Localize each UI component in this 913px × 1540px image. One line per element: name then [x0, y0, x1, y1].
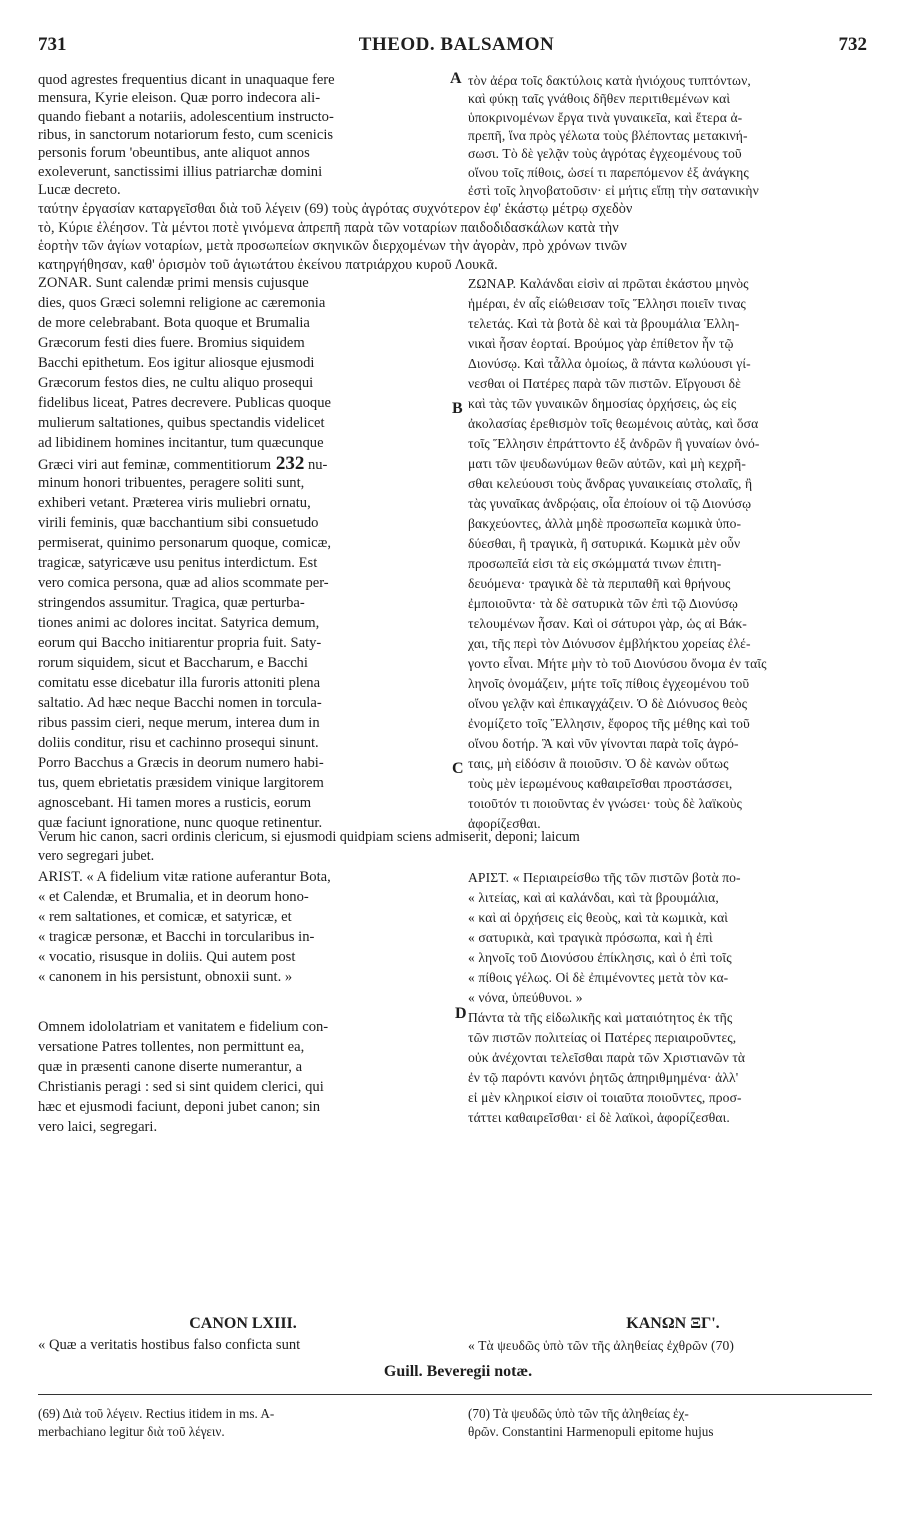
greek-wide-line: ἑορτὴν τῶν ἁγίων νοταρίων, μετὰ προσωπείων σκηνικῶν διερχομένων τὴν ἀγορὰν, πρὸ χρόνων τινῶν	[38, 238, 627, 255]
latin-arist-line: versatione Patres tollentes, non permittunt ea,	[38, 1039, 305, 1055]
greek-zonar-line: ταις, μὴ εἰδόσιν ἃ ποιοῦσιν. Ὁ δὲ κανὼν οὕτως	[468, 756, 729, 771]
latin-arist-line: « canonem in his persistunt, obnoxii sunt. »	[38, 969, 293, 985]
greek-zonar-line: ἡμέραι, ἐν αἷς εἰώθεισαν τοῖς Ἕλλησι ποιεῖν τινας	[468, 296, 746, 311]
latin-top-line: exoleverunt, sanctissimi illius patriarchæ domini	[38, 163, 323, 180]
notes-divider	[38, 1394, 872, 1395]
greek-zonar-line: δύεσθαι, ἢ τραγικὰ, ἢ σατυρικά. Κωμικὰ μὲν οὖν	[468, 536, 741, 551]
latin-zonar-line: saltatio. Ad hæc neque Bacchi nomen in torcula-	[38, 695, 322, 711]
greek-zonar-line: οἴνου γελᾷν καὶ ἐπικαγχάζειν. Ὁ δὲ Διόνυσος θεὸς	[468, 696, 748, 711]
latin-zonar-line: ad libidinem homines incitantur, tum quæcunque	[38, 435, 324, 451]
latin-zonar-line: tiones animi ac dolores incitat. Satyrica demum,	[38, 615, 320, 631]
page-number-left: 731	[38, 34, 67, 55]
greek-zonar-line: ληνοῖς ὀνομάζειν, μήτε τοῖς πίθοις ἐγχεομένου τοῦ	[468, 676, 750, 691]
latin-zonar-line: stringendos assumitur. Tragica, quæ perturba-	[38, 595, 305, 611]
greek-zonar-line: ΖΩΝΑΡ. Καλάνδαι εἰσὶν αἱ πρῶται ἑκάστου μηνὸς	[468, 276, 749, 291]
greek-zonar-line: νικαὶ ἦσαν ἑορταί. Βρούμος γὰρ ἐπίθετον ἦν τῷ	[468, 336, 734, 351]
greek-top-line: καὶ φύκῃ ταῖς γνάθοις δῆθεν περιτιθεμένων καὶ	[468, 91, 731, 107]
greek-zonar-line: γοντο εἶναι. Μήτε μὴν τὸ τοῦ Διονύσου ὄνομα ἐν ταῖς	[468, 656, 767, 671]
greek-arist-line: τάττει καθαιρεῖσθαι· εἰ δὲ λαϊκοὶ, ἀφορίζεσθαι.	[468, 1110, 730, 1125]
greek-arist-line: « καὶ αἱ ὀρχήσεις εἰς θεοὺς, καὶ τὰ κωμικὰ, καὶ	[468, 910, 729, 925]
greek-zonar-line: βακχεύοντες, ἀλλὰ μηδὲ προσωπεῖα κωμικὰ ὑπο-	[468, 516, 742, 531]
latin-zonar-line: Græci viri aut feminæ, commentitiorum 232 nu-	[38, 454, 328, 473]
greek-arist-line: ΑΡΙΣΤ. « Περιαιρείσθω τῆς τῶν πιστῶν βοτὰ πο-	[468, 870, 741, 885]
greek-zonar-line: οἴνου δοτήρ. Ἃ καὶ νῦν γίνονται παρὰ τοῖς ἀγρό-	[468, 736, 739, 751]
note-left-line: merbachiano legitur διὰ τοῦ λέγειν.	[38, 1424, 225, 1439]
greek-zonar-line: χαι, τῆς περὶ τὸν Διόνυσον ἐμβλήκτου χορείας ἐλέ-	[468, 636, 751, 651]
section-marker-a: A	[450, 70, 462, 87]
column-number-suffix: nu-	[304, 457, 328, 473]
section-marker-d: D	[455, 1005, 467, 1022]
latin-top-line: quod agrestes frequentius dicant in unaquaque fere	[38, 72, 335, 88]
latin-zonar-line: virili feminis, quæ bacchantium sibi consuetudo	[38, 515, 319, 531]
greek-zonar-line: τελουμένων ἦσαν. Καὶ οἱ σάτυροι γὰρ, ὡς αἱ Βάκ-	[468, 616, 747, 631]
greek-arist-line: « πίθοις γέλως. Οἱ δὲ ἐπιμένοντες μετὰ τὸν κα-	[468, 970, 729, 985]
latin-zonar-line: comitatu esse dicebatur illa furoris attoniti plena	[38, 675, 321, 691]
note-right-line: (70) Τὰ ψευδῶς ὑπὸ τῶν τῆς ἀληθείας ἐχ-	[468, 1406, 689, 1421]
latin-top-line: mensura, Kyrie eleison. Quæ porro indecora ali-	[38, 90, 321, 107]
latin-wide-line: Verum hic canon, sacri ordinis clericum, si ejusmodi quidpiam sciens admiserit, deponi; laicum	[38, 829, 580, 845]
latin-zonar-line: ZONAR. Sunt calendæ primi mensis cujusque	[38, 275, 309, 291]
section-marker-c: C	[452, 760, 464, 777]
latin-arist-line: « vocatio, risusque in doliis. Qui autem post	[38, 949, 296, 965]
greek-arist-line: « νόνα, ὑπεύθυνοι. »	[468, 990, 583, 1005]
greek-zonar-line: σθαι κελεύουσι τοὺς ἄνδρας γυναικείαις στολαῖς, ἢ	[468, 476, 753, 491]
latin-top-line: quando fiebant a notariis, adolescentium instructo-	[38, 108, 334, 125]
note-right-line: θρῶν. Constantini Harmenopuli epitome hujus	[468, 1424, 714, 1439]
latin-zonar-line: exhiberi vetant. Præterea viris muliebri ornatu,	[38, 495, 311, 511]
latin-top-line: ribus, in sanctorum notariorum festo, cum scenicis	[38, 126, 334, 143]
latin-arist-line: « rem saltationes, et comicæ, et satyricæ, et	[38, 909, 292, 925]
greek-zonar-line: καὶ τὰς τῶν γυναικῶν δημοσίας ὀρχήσεις, ὡς εἰς	[468, 396, 737, 411]
latin-arist-line: Omnem idololatriam et vanitatem e fidelium con-	[38, 1019, 329, 1035]
latin-zonar-line: vero comica persona, quæ ad alios scommate per-	[38, 575, 329, 591]
greek-arist-line: τῶν πιστῶν πολιτείας οἱ Πατέρες περιαιροῦντες,	[468, 1030, 737, 1045]
greek-arist-line: « σατυρικὰ, καὶ τραγικὰ πρόσωπα, καὶ ἡ ἐπὶ	[468, 930, 713, 945]
latin-zonar-line: fidelibus liceat, Patres decrevere. Publicas quoque	[38, 395, 331, 411]
latin-arist-line: Christianis peragi : sed si sint quidem clerici, qui	[38, 1079, 324, 1095]
greek-zonar-line: νεσθαι οἱ Πατέρες παρὰ τῶν πιστῶν. Εἴργουσι δὲ	[468, 376, 741, 391]
latin-arist-line: hæc et ejusmodi faciunt, deponi jubet canon; sin	[38, 1099, 321, 1115]
notes-title: Guill. Beveregii notæ.	[383, 1363, 533, 1380]
greek-zonar-line: Διονύσῳ. Καὶ τἆλλα ὁμοίως, ἃ πάντα κωλύουσι γί-	[468, 356, 751, 371]
latin-wide-line: vero segregari jubet.	[38, 848, 155, 864]
latin-top-line: Lucæ decreto.	[38, 181, 121, 198]
latin-zonar-line: Porro Bacchus a Græcis in deorum numero habi-	[38, 755, 324, 771]
latin-arist-line: vero laici, segregari.	[38, 1119, 158, 1135]
greek-zonar-line: τοῖς Ἕλλησιν ἐπράττοντο ἐξ ἀνδρῶν ἢ γυναίων ὀνό-	[468, 436, 760, 451]
latin-zonar-line: Græcorum festos dies, ne cultu aliquo prosequi	[38, 375, 314, 391]
greek-wide-line: κατηργήθησαν, καθ' ὁρισμὸν τοῦ ἁγιωτάτου ἐκείνου πατριάρχου κυροῦ Λουκᾶ.	[38, 256, 498, 273]
greek-top-line: ἐστὶ τοῖς ληνοβατοῦσιν· εἰ μήτις εἴπῃ τὴν σατανικὴν	[468, 182, 759, 198]
greek-arist-line: « ληνοῖς τοῦ Διονύσου ἐπίκλησις, καὶ ὁ ἐπὶ τοῖς	[468, 950, 732, 965]
greek-wide-line: ταύτην ἐργασίαν καταργεῖσθαι διὰ τοῦ λέγειν (69) τοὺς ἀγρότας συχνότερον ἐφ' ἑκάστῳ μέτρῳ σχεδὸν	[38, 201, 633, 217]
greek-top-line: πρεπῆ, ἵνα πρὸς γέλωτα τοὺς βλέποντας μετακινή-	[468, 127, 748, 143]
greek-zonar-line: ἀφορίζεσθαι.	[468, 816, 541, 831]
latin-arist-line: « et Calendæ, et Brumalia, et in deorum hono-	[38, 889, 309, 905]
greek-zonar-line: τελετάς. Καὶ τὰ βοτὰ δὲ καὶ τὰ βρουμάλια Ἑλλη-	[468, 316, 740, 331]
greek-zonar-line: ἀκολασίας ἐρεθισμὸν τοῖς θεωμένοις αὐτὰς, καὶ ὅσα	[468, 416, 759, 431]
latin-zonar-line: rorum siquidem, sicut et Baccharum, e Bacchi	[38, 655, 308, 671]
greek-zonar-line: ἐνομίζετο τοῖς Ἕλλησιν, ἔφορος τῆς μέθης καὶ τοῦ	[468, 716, 750, 731]
latin-zonar-line: mulierum saltationes, quibus spectandis videlicet	[38, 415, 325, 431]
greek-top-line: ὑποκρινομένων ἔργα τινὰ γυναικεῖα, καὶ ἕτερα ἀ-	[468, 109, 743, 125]
canon-title-greek: ΚΑΝΩΝ ΞΓ'.	[626, 1315, 720, 1332]
greek-arist-line: οὐκ ἀνέχονται τελεῖσθαι παρὰ τῶν Χριστιανῶν τὰ	[468, 1050, 746, 1065]
latin-zonar-line: tus, quem ebrietatis præsidem vinique largitorem	[38, 775, 324, 791]
greek-zonar-line: τοὺς μὲν ἱερωμένους καθαιρεῖσθαι προστάσσει,	[468, 776, 733, 791]
column-number: 232	[271, 454, 305, 473]
canon-text-greek: « Τὰ ψευδῶς ὑπὸ τῶν τῆς ἀληθείας ἐχθρῶν (70)	[468, 1338, 735, 1353]
greek-arist-line: « λιτείας, καὶ αἱ καλάνδαι, καὶ τὰ βρουμάλια,	[468, 890, 719, 905]
latin-zonar-line: Græcorum festi dies fuere. Bromius siquidem	[38, 335, 305, 351]
canon-title-latin: CANON LXIII.	[189, 1315, 297, 1332]
greek-zonar-line: δευόμενα· τραγικὰ δὲ τὰ περιπαθῆ καὶ θρήνους	[468, 576, 731, 591]
section-marker-b: B	[452, 400, 463, 417]
latin-zonar-line: eorum qui Baccho initiarentur propria fuit. Saty-	[38, 635, 322, 651]
greek-arist-line: Πάντα τὰ τῆς εἰδωλικῆς καὶ ματαιότητος ἐκ τῆς	[468, 1010, 733, 1025]
greek-arist-line: ἐν τῷ παρόντι κανόνι ῥητῶς ἀπηριθμημένα· ἀλλ'	[468, 1070, 739, 1085]
latin-zonar-line: tragicæ, satyricæve usu penitus interdictum. Est	[38, 555, 318, 571]
greek-zonar-line: ἐμποιοῦντα· τὰ δὲ σατυρικὰ τῶν ἐπὶ τῷ Διονύσῳ	[468, 596, 738, 611]
latin-arist-line: quæ in præsenti canone diserte numerantur, a	[38, 1059, 303, 1075]
greek-zonar-line: ματι τῶν ψευδωνύμων θεῶν αὐτῶν, καὶ μὴ κεχρῆ-	[468, 456, 746, 471]
greek-wide-line: τὸ, Κύριε ἐλέησον. Τὰ μέντοι ποτὲ γινόμενα ἀπρεπῆ παρὰ τῶν νοταρίων παιδοδιδασκάλων κατὰ τὴν	[38, 219, 619, 236]
latin-top-line: personis forum 'obeuntibus, ante aliquot annos	[38, 145, 310, 162]
greek-top-line: οἴνου τοῖς πίθοις, ὡσεί τι παρεπόμενον ἐξ ἀνάγκης	[468, 164, 749, 180]
canon-text-latin: « Quæ a veritatis hostibus falso conficta sunt	[38, 1337, 301, 1353]
greek-zonar-line: τὰς γυναῖκας ἀνδρῴαις, οἷα ἐποίουν οἱ τῷ Διονύσῳ	[468, 496, 752, 511]
latin-zonar-line: doliis conditur, risu et cachinno prosequi sinunt.	[38, 735, 319, 751]
page-number-right: 732	[838, 34, 867, 55]
latin-zonar-line: minum honori tribuentes, peragere soliti sunt,	[38, 475, 305, 491]
greek-arist-line: εἰ μὲν κληρικοί εἰσιν οἱ τοιαῦτα ποιοῦντες, προσ-	[468, 1090, 742, 1105]
latin-zonar-line: ribus passim cieri, neque merum, interea dum in	[38, 715, 320, 731]
greek-zonar-line: τοιοῦτόν τι ποιοῦντας ἐν γνώσει· τοὺς δὲ λαϊκοὺς	[468, 796, 743, 811]
running-title: THEOD. BALSAMON	[358, 34, 555, 55]
greek-zonar-line: προσωπεῖά εἰσι τὰ εἰς σκώμματά τινων ἐπιτη-	[468, 556, 722, 571]
greek-top-line: τὸν ἀέρα τοῖς δακτύλοις κατὰ ἡνιόχους τυπτόντων,	[468, 73, 751, 88]
latin-zonar-line: agnoscebant. Hi tamen mores a rusticis, eorum	[38, 795, 312, 811]
latin-arist-line: « tragicæ personæ, et Bacchi in torcularibus in-	[38, 929, 315, 945]
latin-zonar-line: de more celebrabant. Bota quoque et Brumalia	[38, 315, 310, 331]
latin-zonar-line: dies, quos Græci solemni religione ac cæremonia	[38, 295, 326, 311]
latin-zonar-line: permiserat, quinimo personarum quoque, comicæ,	[38, 535, 332, 551]
latin-arist-line: ARIST. « A fidelium vitæ ratione auferantur Bota,	[38, 869, 331, 885]
latin-zonar-line: Bacchi epithetum. Eos igitur aliosque ejusmodi	[38, 355, 315, 371]
latin-zonar-line: quæ faciunt ignoratione, nunc quoque retinentur.	[38, 815, 323, 831]
greek-top-line: σωσι. Τὸ δὲ γελᾷν τοὺς ἀγρότας ἐγχεομένους τοῦ	[468, 146, 742, 162]
note-left-line: (69) Διὰ τοῦ λέγειν. Rectius itidem in ms. A-	[38, 1406, 275, 1421]
